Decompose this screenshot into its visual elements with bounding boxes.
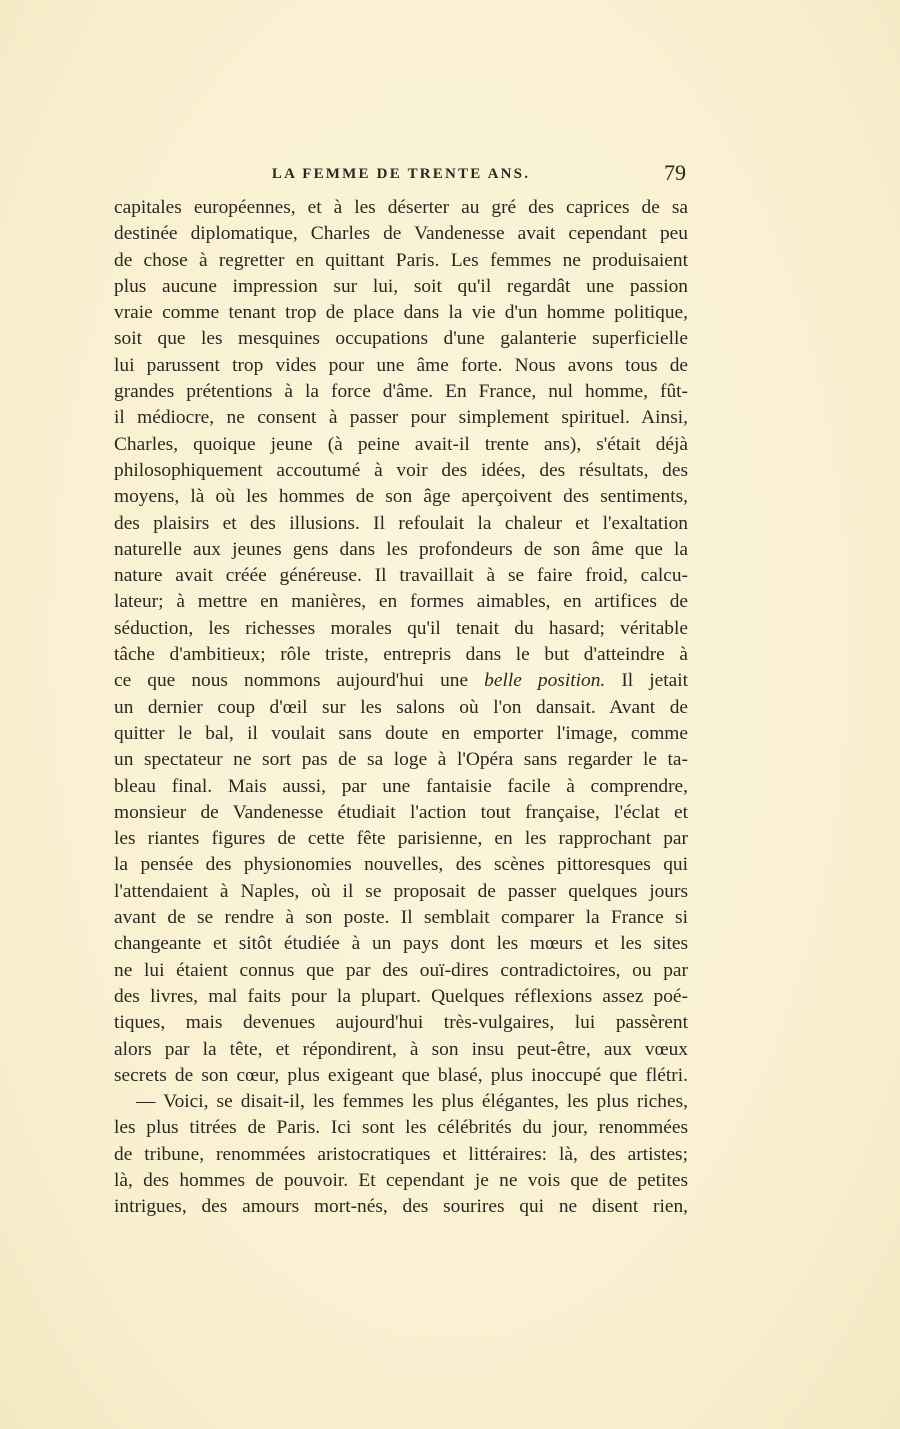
dialogue-line: de tribune, renommées aristocratiques et littéraires: là, des artistes;: [114, 1143, 688, 1165]
text-line: séduction, les richesses morales qu'il tenait du hasard; véritable: [114, 617, 688, 639]
text-line: naturelle aux jeunes gens dans les profondeurs de son âme que la: [114, 538, 688, 560]
text-fragment: Il jetait: [621, 670, 688, 692]
text-line: secrets de son cœur, plus exigeant que blasé, plus inoccupé que flétri.: [114, 1064, 688, 1086]
text-line: la pensée des physionomies nouvelles, des scènes pittoresques qui: [114, 854, 688, 876]
text-line: destinée diplomatique, Charles de Vandenesse avait cependant peu: [114, 223, 688, 245]
text-line: un dernier coup d'œil sur les salons où l'on dansait. Avant de: [114, 696, 688, 718]
text-line: monsieur de Vandenesse étudiait l'action tout française, l'éclat et: [114, 801, 688, 823]
text-line: Charles, quoique jeune (à peine avait-il trente ans), s'était déjà: [114, 433, 688, 455]
text-line: vraie comme tenant trop de place dans la vie d'un homme politique,: [114, 302, 688, 324]
text-line: un spectateur ne sort pas de sa loge à l'Opéra sans regarder le ta-: [114, 749, 688, 771]
italic-phrase: belle position.: [484, 670, 606, 692]
running-title: LA FEMME DE TRENTE ANS.: [271, 166, 531, 182]
dialogue-line: — Voici, se disait-il, les femmes les plus élégantes, les plus riches,: [136, 1091, 688, 1113]
text-line: lui parussent trop vides pour une âme forte. Nous avons tous de: [114, 354, 688, 376]
text-fragment: ce que nous nommons aujourd'hui une: [114, 670, 469, 692]
text-line: tiques, mais devenues aujourd'hui très-vulgaires, lui passèrent: [114, 1012, 688, 1034]
text-line: de chose à regretter en quittant Paris. Les femmes ne produisaient: [114, 249, 688, 271]
text-line: l'attendaient à Naples, où il se proposait de passer quelques jours: [114, 880, 688, 902]
text-line-with-italic: [114, 668, 688, 694]
text-line: capitales européennes, et à les déserter au gré des caprices de sa: [114, 197, 688, 218]
page-number: 79: [664, 160, 686, 185]
text-line: il médiocre, ne consent à passer pour simplement spirituel. Ainsi,: [114, 407, 688, 429]
text-line: lateur; à mettre en manières, en formes aimables, en artifices de: [114, 591, 688, 613]
text-line: philosophiquement accoutumé à voir des idées, des résultats, des: [114, 459, 688, 481]
text-line: moyens, là où les hommes de son âge aperçoivent des sentiments,: [114, 486, 688, 508]
text-line: changeante et sitôt étudiée à un pays dont les mœurs et les sites: [114, 933, 688, 955]
text-line: des livres, mal faits pour la plupart. Quelques réflexions assez poé-: [114, 985, 688, 1007]
body-text: [114, 195, 688, 1221]
text-line: des plaisirs et des illusions. Il refoulait la chaleur et l'exaltation: [114, 512, 688, 534]
dialogue-line: intrigues, des amours mort-nés, des sourires qui ne disent rien,: [114, 1196, 688, 1218]
text-line: tâche d'ambitieux; rôle triste, entrepris dans le but d'atteindre à: [114, 644, 688, 666]
text-line: quitter le bal, il voulait sans doute en emporter l'image, comme: [114, 722, 688, 744]
text-line: alors par la tête, et répondirent, à son insu peut-être, aux vœux: [114, 1038, 688, 1060]
dialogue-line: les plus titrées de Paris. Ici sont les célébrités du jour, renommées: [114, 1117, 688, 1139]
text-line: ne lui étaient connus que par des ouï-dires contradictoires, ou par: [114, 959, 688, 981]
text-line: grandes prétentions à la force d'âme. En France, nul homme, fût-: [114, 381, 688, 403]
text-line: plus aucune impression sur lui, soit qu'il regardât une passion: [114, 275, 688, 297]
text-line: bleau final. Mais aussi, par une fantaisie facile à comprendre,: [114, 775, 688, 797]
text-line: nature avait créée généreuse. Il travaillait à se faire froid, calcu-: [114, 565, 688, 587]
running-head: [114, 160, 688, 190]
text-line: avant de se rendre à son poste. Il semblait comparer la France si: [114, 907, 688, 929]
text-line: les riantes figures de cette fête parisienne, en les rapprochant par: [114, 828, 688, 850]
text-line: soit que les mesquines occupations d'une galanterie superficielle: [114, 328, 688, 350]
dialogue-line: là, des hommes de pouvoir. Et cependant je ne vois que de petites: [114, 1169, 688, 1191]
